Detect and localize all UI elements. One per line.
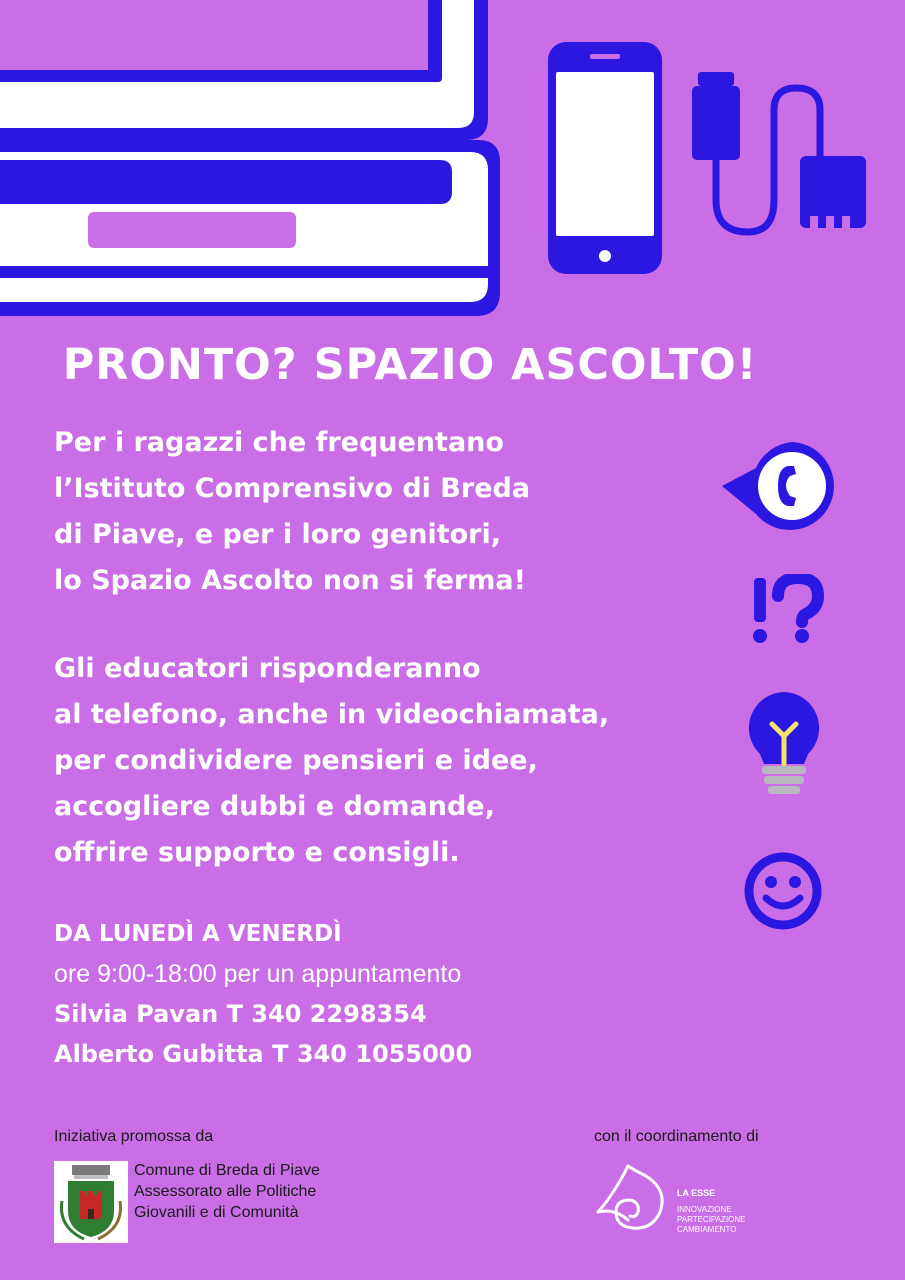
contact-silvia: Silvia Pavan T 340 2298354: [54, 1000, 427, 1028]
intro-line: lo Spazio Ascolto non si ferma!: [54, 565, 526, 596]
promoted-label: Iniziativa promossa da: [54, 1128, 214, 1145]
schedule-block: [54, 914, 472, 1074]
schedule-hours: ore 9:00-18:00 per un appuntamento: [54, 960, 462, 988]
charger-icon: [690, 70, 870, 245]
municipality-name: [134, 1160, 320, 1223]
municipality-line: Comune di Breda di Piave: [134, 1162, 320, 1179]
intro-line: l’Istituto Comprensivo di Breda: [54, 473, 531, 504]
details-line: al telefono, anche in videochiamata,: [54, 699, 610, 730]
intro-line: Per i ragazzi che frequentano: [54, 427, 504, 458]
details-line: offrire supporto e consigli.: [54, 837, 460, 868]
partner-tagline-line: CAMBIAMENTO: [677, 1225, 737, 1234]
smartphone-icon: [546, 40, 664, 276]
exclamation-question-icon: [748, 574, 828, 646]
phone-speech-bubble-icon: [718, 438, 836, 534]
la-esse-logo-icon: [594, 1160, 674, 1240]
page-title: PRONTO? SPAZIO ASCOLTO!: [62, 340, 758, 390]
partner-tagline: [677, 1205, 745, 1235]
coordination-label: con il coordinamento di: [594, 1128, 759, 1145]
municipality-coat-of-arms: [54, 1161, 128, 1243]
lightbulb-icon: [746, 690, 822, 802]
schedule-days: DA LUNEDÌ A VENERDÌ: [54, 921, 342, 947]
partner-name: LA ESSE: [677, 1188, 716, 1198]
details-line: per condividere pensieri e idee,: [54, 745, 538, 776]
partner-tagline-line: INNOVAZIONE: [677, 1205, 732, 1214]
details-paragraph: [54, 646, 609, 876]
intro-paragraph: [54, 420, 530, 604]
details-line: accogliere dubbi e domande,: [54, 791, 495, 822]
municipality-line: Giovanili e di Comunità: [134, 1204, 299, 1221]
intro-line: di Piave, e per i loro genitori,: [54, 519, 502, 550]
laptop-icon: [0, 0, 510, 320]
municipality-line: Assessorato alle Politiche: [134, 1183, 317, 1200]
contact-alberto: Alberto Gubitta T 340 1055000: [54, 1040, 473, 1068]
smiley-icon: [742, 850, 824, 932]
details-line: Gli educatori risponderanno: [54, 653, 481, 684]
partner-tagline-line: PARTECIPAZIONE: [677, 1215, 746, 1224]
